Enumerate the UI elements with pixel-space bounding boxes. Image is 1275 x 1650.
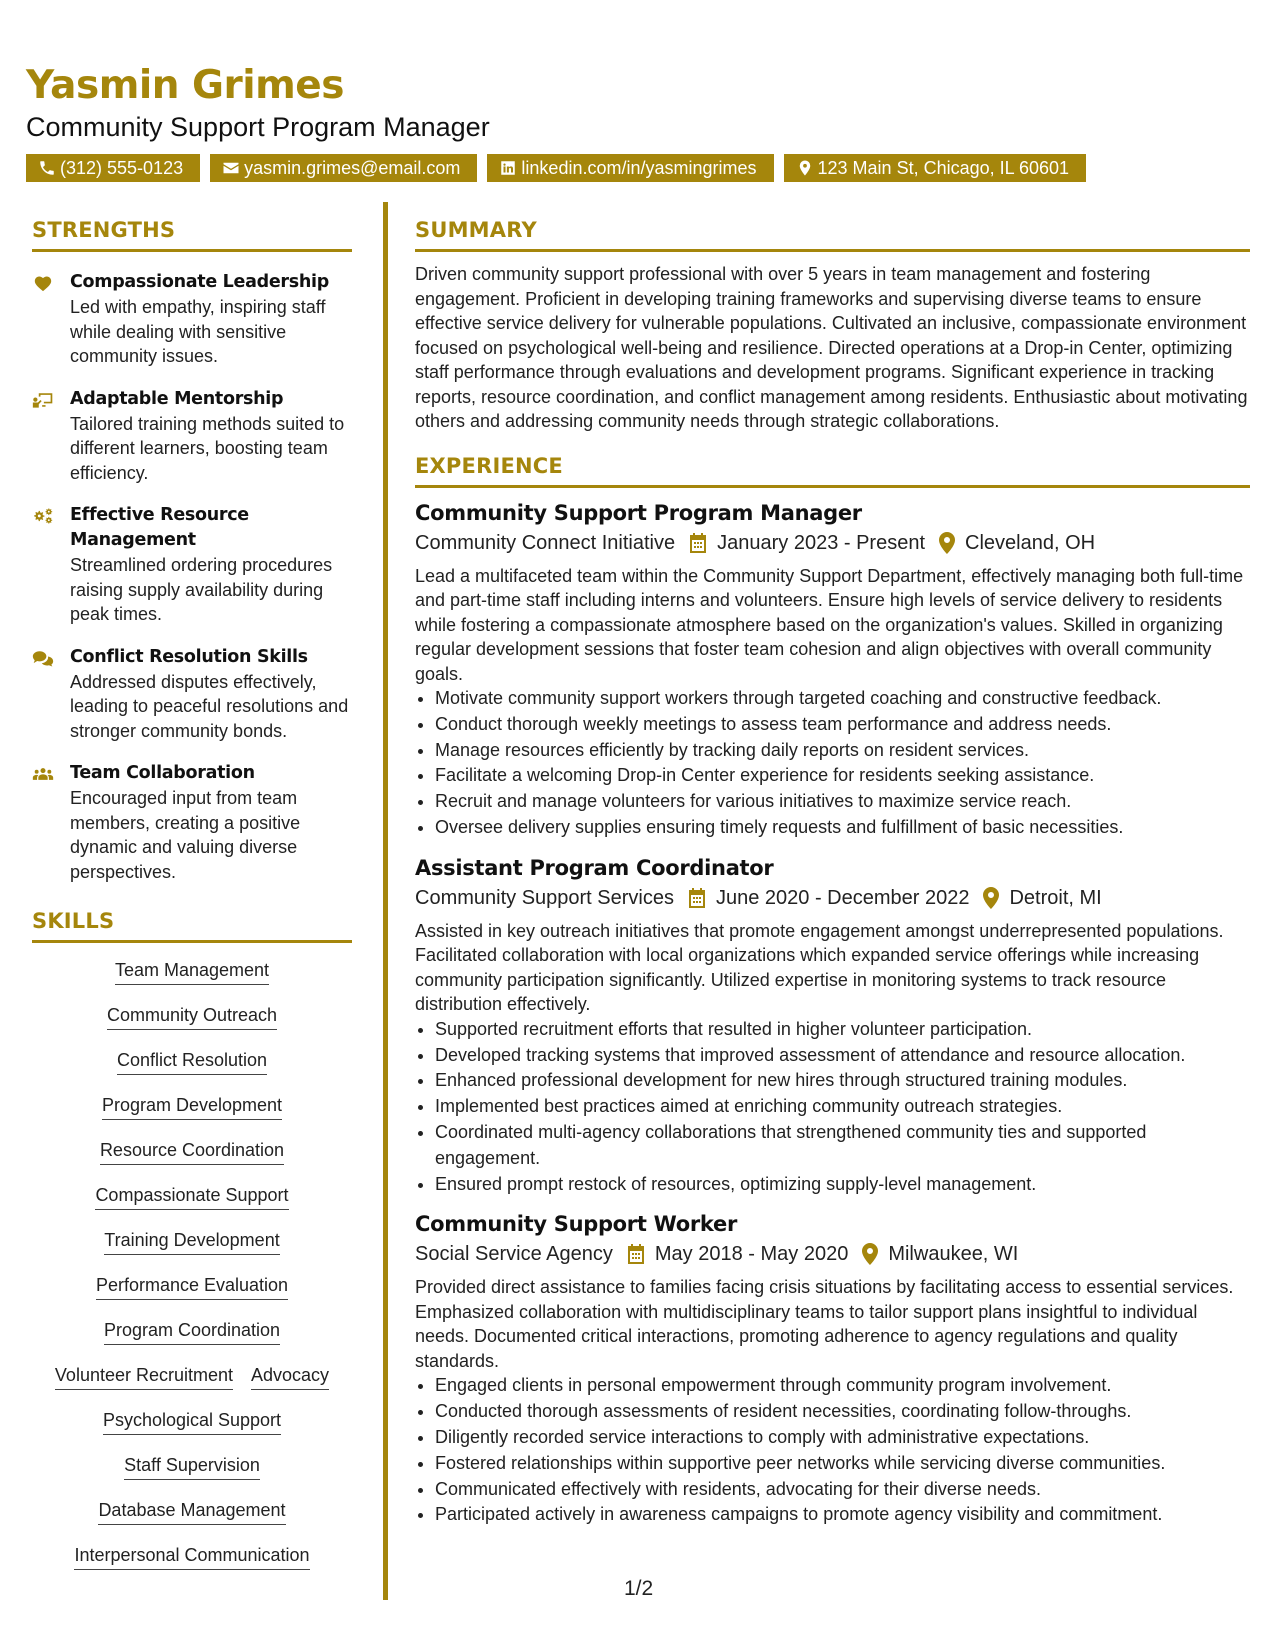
job-location: Detroit, MI	[1009, 886, 1102, 909]
job-bullet: • Recruit and manage volunteers for various initiatives to maximize service reach.	[435, 789, 1250, 815]
job-description: Assisted in key outreach initiatives that promote engagement amongst underrepresented populations. Facilitated collaboration with local organizations which expanded service offerings while increasing community participation significantly. Utilized expertise in monitoring systems to track resource distribution effectively.	[415, 920, 1224, 1015]
job-bullets	[415, 1017, 1250, 1198]
linkedin-chip[interactable]	[487, 154, 773, 182]
job-description: Provided direct assistance to families facing crisis situations by facilitating access to essential services. Emphasized collaboration with multidisciplinary teams to tailor support plans insightful to individual needs. Documented critical interactions, promoting adherence to agency regulations and quality standards.	[415, 1277, 1234, 1371]
job-dates: May 2018 - May 2020	[654, 1243, 849, 1266]
job-bullet: • Communicated effectively with residents, advocating for their diverse needs.	[435, 1477, 1250, 1503]
experience-list	[415, 498, 1250, 1529]
strength-title: Team Collaboration	[70, 763, 255, 783]
phone-icon	[38, 159, 56, 177]
strength-item	[32, 270, 352, 369]
right-column	[415, 215, 1250, 1528]
company-name: Social Service Agency	[415, 1243, 613, 1266]
skill-tag: Program Coordination	[104, 1317, 280, 1345]
company-name: Community Connect Initiative	[415, 531, 676, 554]
phone-text: (312) 555-0123	[60, 158, 184, 178]
map-pin-icon	[796, 159, 814, 177]
skill-tag: Advocacy	[251, 1362, 329, 1390]
job-bullet: • Motivate community support workers through targeted coaching and constructive feedback.	[435, 686, 1250, 712]
job-meta	[415, 1239, 1250, 1269]
strength-title: Adaptable Mentorship	[70, 388, 284, 409]
skill-tag: Training Development	[104, 1227, 279, 1255]
strength-title: Conflict Resolution Skills	[70, 646, 308, 667]
job-bullet: • Coordinated multi-agency collaborations that strengthened community ties and supported engagement.	[435, 1120, 1250, 1172]
job-meta	[415, 528, 1250, 558]
job-bullet: • Oversee delivery supplies ensuring timely requests and fulfillment of basic necessities.	[435, 815, 1250, 841]
skill-tag: Psychological Support	[103, 1407, 281, 1435]
candidate-title: Community Support Program Manager	[26, 112, 490, 142]
strength-item	[32, 387, 352, 486]
experience-entry	[415, 498, 1250, 841]
linkedin-text: linkedin.com/in/yasmingrimes	[521, 158, 757, 178]
strength-desc: Addressed disputes effectively, leading to peaceful resolutions and stronger community bonds.	[70, 671, 349, 741]
job-dates: January 2023 - Present	[717, 531, 926, 554]
skill-tag: Resource Coordination	[100, 1137, 284, 1165]
job-bullet: • Facilitate a welcoming Drop-in Center experience for residents seeking assistance.	[435, 763, 1250, 789]
skill-tag: Team Management	[115, 957, 269, 985]
job-bullet: • Implemented best practices aimed at enriching community outreach strategies.	[435, 1094, 1250, 1120]
job-bullet: • Diligently recorded service interactions to comply with administrative expectations.	[435, 1425, 1250, 1451]
page-number: 1/2	[624, 1577, 654, 1600]
skills-list	[32, 957, 352, 1587]
gears-icon	[32, 507, 54, 525]
calendar-icon	[688, 888, 706, 908]
team-icon	[32, 765, 54, 783]
candidate-name: Yasmin Grimes	[26, 63, 344, 108]
job-bullet: • Engaged clients in personal empowerment through community program involvement.	[435, 1373, 1250, 1399]
map-pin-icon	[862, 1243, 878, 1265]
heart-icon	[32, 274, 54, 292]
strength-item	[32, 645, 352, 744]
column-divider	[383, 202, 388, 1600]
linkedin-icon	[499, 159, 517, 177]
map-pin-icon	[939, 532, 955, 554]
summary-text: Driven community support professional with over 5 years in team management and fostering engagement. Proficient in developing training frameworks and supervising diverse teams to ensure effective service delivery for vulnerable populations. Cultivated an inclusive, compassionate environment focused on psychological well-being and resilience. Directed operations at a Drop-in Center, optimizing staff performance through evaluations and development programs. Significant experience in tracking reports, resource coordination, and conflict management among residents. Enthusiastic about motivating others and addressing community needs through strategic collaborations.	[415, 264, 1248, 431]
contact-bar	[26, 154, 1256, 182]
skills-heading: SKILLS	[32, 906, 352, 943]
phone-chip[interactable]	[26, 154, 200, 182]
skill-tag: Database Management	[98, 1497, 285, 1525]
email-text: yasmin.grimes@email.com	[244, 158, 461, 178]
skill-tag: Community Outreach	[107, 1002, 277, 1030]
job-bullet: • Enhanced professional development for new hires through structured training modules.	[435, 1068, 1250, 1094]
job-title: Assistant Program Coordinator	[415, 855, 774, 880]
experience-entry	[415, 853, 1250, 1198]
chat-icon	[32, 649, 54, 667]
address-text: 123 Main St, Chicago, IL 60601	[817, 158, 1070, 178]
skill-tag: Staff Supervision	[124, 1452, 260, 1480]
strength-title: Compassionate Leadership	[70, 272, 329, 292]
strength-item	[32, 761, 352, 884]
job-bullet: • Manage resources efficiently by tracking daily reports on resident services.	[435, 738, 1250, 764]
strength-item	[32, 503, 352, 627]
skill-tag: Program Development	[102, 1092, 282, 1120]
mentor-icon	[32, 391, 54, 409]
job-meta	[415, 883, 1250, 913]
envelope-icon	[222, 159, 240, 177]
strengths-heading: STRENGTHS	[32, 215, 352, 252]
job-description: Lead a multifaceted team within the Community Support Department, effectively managing both full-time and part-time staff including interns and volunteers. Ensure high levels of service delivery to residents while fostering a compassionate atmosphere based on the organization's values. Skilled in organizing regular development sessions that foster team cohesion and align objectives with overall community goals.	[415, 565, 1244, 684]
map-pin-icon	[983, 887, 999, 909]
job-bullet: • Participated actively in awareness campaigns to promote agency visibility and commitment.	[435, 1502, 1250, 1528]
address-chip	[784, 154, 1087, 182]
job-bullet: • Developed tracking systems that improved assessment of attendance and resource allocation.	[435, 1043, 1250, 1069]
strength-desc: Led with empathy, inspiring staff while dealing with sensitive community issues.	[70, 297, 326, 366]
email-chip[interactable]	[210, 154, 477, 182]
skill-tag: Interpersonal Communication	[74, 1542, 309, 1570]
job-bullets	[415, 686, 1250, 841]
left-column	[32, 215, 352, 1587]
resume-header	[26, 62, 1256, 182]
job-bullet: • Ensured prompt restock of resources, optimizing supply-level management.	[435, 1172, 1250, 1198]
skill-tag: Conflict Resolution	[117, 1047, 267, 1075]
job-title: Community Support Program Manager	[415, 500, 862, 525]
job-location: Cleveland, OH	[965, 531, 1096, 554]
skill-tag: Performance Evaluation	[96, 1272, 288, 1300]
job-bullet: • Conduct thorough weekly meetings to assess team performance and address needs.	[435, 712, 1250, 738]
job-title: Community Support Worker	[415, 1212, 738, 1237]
skill-tag: Volunteer Recruitment	[55, 1362, 233, 1390]
job-bullet: • Supported recruitment efforts that resulted in higher volunteer participation.	[435, 1017, 1250, 1043]
job-bullet: • Fostered relationships within supportive peer networks while servicing diverse communities.	[435, 1451, 1250, 1477]
strength-desc: Tailored training methods suited to different learners, boosting team efficiency.	[70, 413, 345, 483]
job-bullets	[415, 1373, 1250, 1528]
strength-desc: Encouraged input from team members, creating a positive dynamic and valuing diverse perspectives.	[70, 788, 301, 882]
summary-heading: SUMMARY	[415, 215, 1250, 252]
skill-tag: Compassionate Support	[95, 1182, 288, 1210]
job-dates: June 2020 - December 2022	[715, 886, 970, 909]
company-name: Community Support Services	[415, 886, 674, 909]
strength-desc: Streamlined ordering procedures raising supply availability during peak times.	[70, 555, 333, 624]
experience-entry	[415, 1209, 1250, 1528]
job-bullet: • Conducted thorough assessments of resident necessities, coordinating follow-throughs.	[435, 1399, 1250, 1425]
calendar-icon	[689, 533, 707, 553]
experience-heading: EXPERIENCE	[415, 451, 1250, 488]
strength-title: Effective Resource Management	[70, 505, 249, 550]
job-location: Milwaukee, WI	[888, 1243, 1019, 1266]
calendar-icon	[627, 1244, 645, 1264]
